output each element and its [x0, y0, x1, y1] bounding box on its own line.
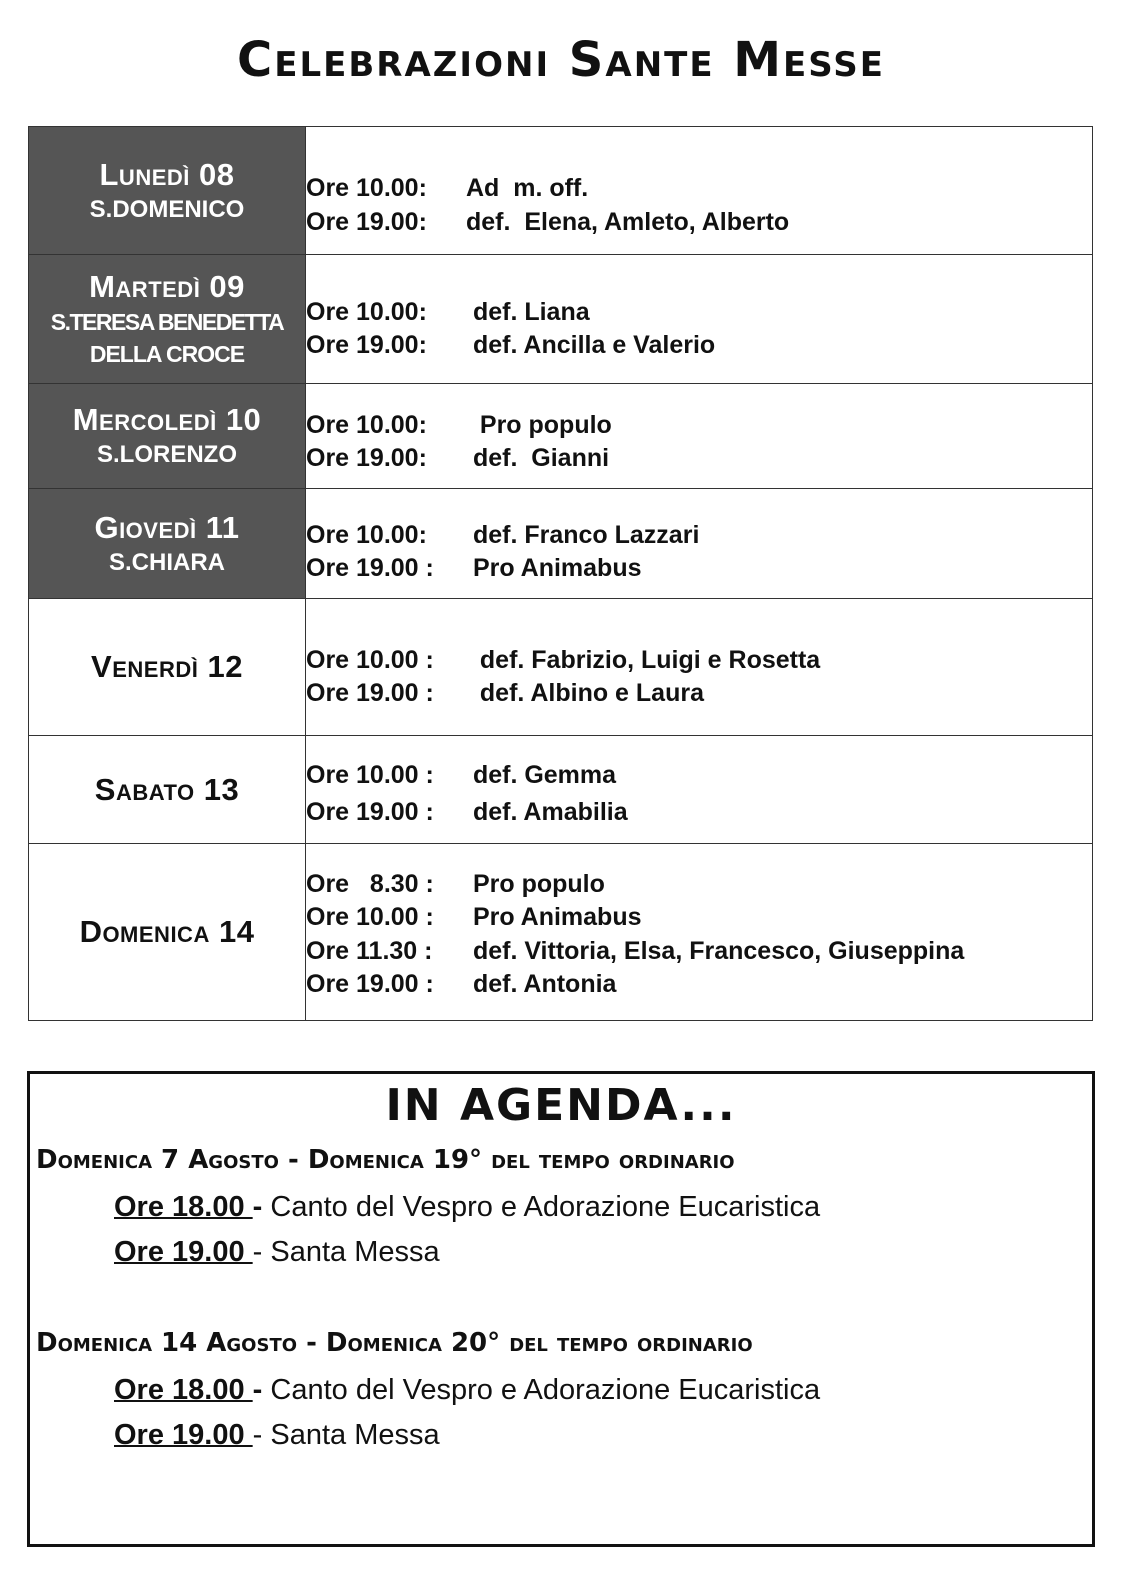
- agenda-item-separator: -: [252, 1236, 271, 1268]
- saint-name: S.LORENZO: [96, 441, 237, 468]
- mass-cell: [306, 384, 1093, 489]
- mass-intention: def. Liana: [466, 297, 590, 326]
- agenda-event-heading: Domenica 7 Agosto - Domenica 19° del tempo ordinario: [36, 1145, 735, 1175]
- agenda-item-time: Ore 19.00: [114, 1419, 253, 1451]
- mass-intention: Pro populo: [466, 869, 605, 898]
- saint-name: S.DOMENICO: [89, 195, 245, 223]
- mass-time: Ore 11.30 :: [306, 936, 433, 965]
- mass-intention: def. Albino e Laura: [466, 679, 704, 707]
- agenda-item-text: Santa Messa: [270, 1419, 440, 1451]
- mass-intention: def. Gianni: [466, 444, 610, 472]
- mass-time: Ore 10.00 :: [306, 760, 434, 789]
- agenda-item: [114, 1234, 440, 1270]
- saint-name: S.CHIARA: [108, 548, 225, 576]
- mass-intention: def. Amabilia: [466, 797, 628, 826]
- schedule-row-sunday: [29, 844, 1093, 1021]
- day-name: Domenica 14: [79, 914, 255, 949]
- mass-line: [306, 901, 1092, 935]
- day-cell: [29, 489, 306, 599]
- saint-name-line2: DELLA CROCE: [89, 341, 245, 367]
- day-name: Venerdì 12: [91, 649, 243, 684]
- schedule-row-thursday: [29, 489, 1093, 599]
- agenda-item-separator: -: [252, 1191, 271, 1223]
- mass-intention: Pro Animabus: [466, 554, 642, 582]
- mass-intention: def. Gemma: [466, 760, 617, 789]
- day-name: Sabato 13: [94, 771, 240, 807]
- mass-intention: Ad m. off.: [466, 174, 589, 202]
- agenda-item-separator: -: [252, 1419, 271, 1451]
- mass-line: [306, 677, 1092, 711]
- mass-time: Ore 19.00:: [306, 207, 427, 236]
- day-name: Mercoledì 10: [72, 402, 262, 437]
- mass-line: [306, 442, 1092, 476]
- saint-name: S.TERESA BENEDETTA: [50, 309, 284, 335]
- mass-cell: [306, 489, 1093, 599]
- mass-time: Ore 19.00 :: [306, 797, 434, 826]
- mass-cell: [306, 255, 1093, 384]
- schedule-row-monday: [29, 127, 1093, 255]
- mass-intention: def. Antonia: [466, 970, 617, 998]
- mass-line: [306, 519, 1092, 553]
- mass-intention: def. Elena, Amleto, Alberto: [466, 207, 790, 236]
- mass-intention: Pro populo: [466, 410, 612, 439]
- agenda-item: [114, 1417, 440, 1453]
- mass-intention: Pro Animabus: [466, 903, 642, 931]
- mass-time: Ore 19.00 :: [306, 679, 434, 707]
- agenda-item-time: Ore 19.00: [114, 1236, 253, 1268]
- day-cell: [29, 736, 306, 844]
- mass-cell: [306, 736, 1093, 844]
- schedule-row-friday: [29, 599, 1093, 736]
- agenda-item: [114, 1189, 820, 1225]
- day-cell: [29, 255, 306, 384]
- mass-cell: [306, 844, 1093, 1021]
- mass-line: [306, 935, 1092, 969]
- mass-intention: def. Franco Lazzari: [466, 520, 700, 549]
- day-name: Martedì 09: [89, 269, 245, 304]
- mass-time: Ore 19.00:: [306, 444, 427, 472]
- day-cell: [29, 127, 306, 255]
- mass-time: Ore 10.00:: [306, 410, 427, 439]
- agenda-item-time: Ore 18.00: [114, 1191, 253, 1223]
- mass-line: [306, 757, 1092, 794]
- schedule-row-wednesday: [29, 384, 1093, 489]
- mass-time: Ore 10.00 :: [306, 645, 434, 674]
- mass-line: [306, 206, 1092, 240]
- mass-intention: def. Fabrizio, Luigi e Rosetta: [466, 645, 821, 674]
- mass-line: [306, 868, 1092, 902]
- page-title: Celebrazioni Sante Messe: [237, 32, 885, 88]
- mass-cell: [306, 127, 1093, 255]
- agenda-title: IN AGENDA...: [385, 1080, 737, 1131]
- mass-time: Ore 8.30 :: [306, 869, 434, 898]
- mass-line: [306, 329, 1092, 363]
- mass-time: Ore 10.00 :: [306, 903, 434, 931]
- agenda-item-separator: -: [252, 1374, 271, 1406]
- agenda-box: [27, 1071, 1095, 1547]
- day-cell: [29, 844, 306, 1021]
- mass-intention: def. Ancilla e Valerio: [466, 331, 716, 359]
- agenda-item-text: Canto del Vespro e Adorazione Eucaristica: [270, 1191, 821, 1223]
- mass-line: [306, 794, 1092, 831]
- day-cell: [29, 384, 306, 489]
- mass-intention: def. Vittoria, Elsa, Francesco, Giuseppina: [466, 936, 965, 965]
- mass-time: Ore 19.00 :: [306, 554, 434, 582]
- agenda-item-text: Canto del Vespro e Adorazione Eucaristica: [270, 1374, 821, 1406]
- day-name: Lunedì 08: [99, 156, 235, 192]
- mass-line: [306, 172, 1092, 206]
- day-name: Giovedì 11: [94, 509, 240, 545]
- schedule-row-saturday: [29, 736, 1093, 844]
- mass-time: Ore 10.00:: [306, 174, 427, 202]
- mass-schedule-table: [28, 126, 1093, 1021]
- mass-time: Ore 10.00:: [306, 297, 427, 326]
- mass-cell: [306, 599, 1093, 736]
- agenda-item: [114, 1372, 820, 1408]
- schedule-row-tuesday: [29, 255, 1093, 384]
- mass-line: [306, 552, 1092, 586]
- mass-line: [306, 409, 1092, 443]
- mass-line: [306, 968, 1092, 1002]
- mass-line: [306, 296, 1092, 330]
- day-cell: [29, 599, 306, 736]
- agenda-event-heading: Domenica 14 Agosto - Domenica 20° del tempo ordinario: [36, 1328, 753, 1358]
- mass-time: Ore 19.00 :: [306, 970, 434, 998]
- mass-line: [306, 644, 1092, 678]
- mass-time: Ore 19.00:: [306, 331, 427, 359]
- agenda-item-text: Santa Messa: [270, 1236, 440, 1268]
- agenda-item-time: Ore 18.00: [114, 1374, 253, 1406]
- mass-time: Ore 10.00:: [306, 520, 427, 549]
